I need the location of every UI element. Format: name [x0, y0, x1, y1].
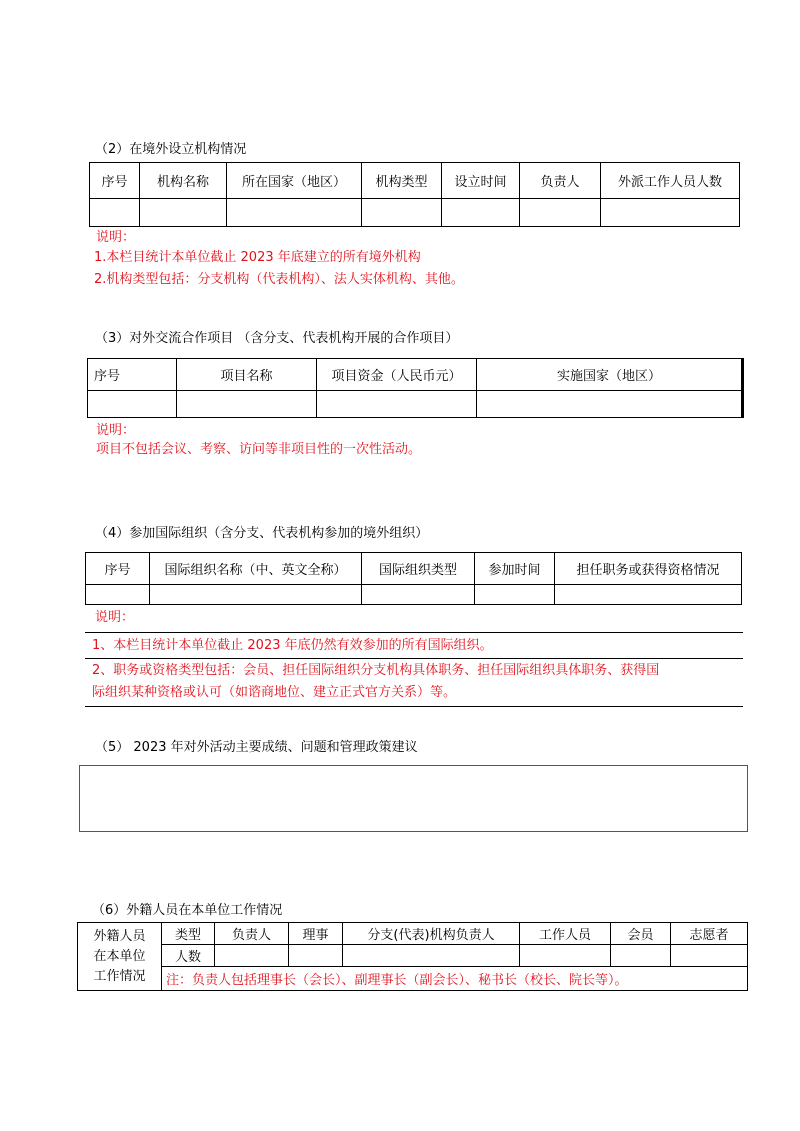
header-cell: 理事 — [289, 923, 343, 945]
input-cell[interactable] — [601, 199, 740, 227]
input-cell[interactable] — [289, 945, 343, 967]
input-cell[interactable] — [611, 945, 671, 967]
input-cell[interactable] — [86, 585, 150, 605]
header-cell: 负责人 — [520, 163, 601, 199]
input-cell[interactable] — [88, 391, 177, 418]
input-cell[interactable] — [520, 945, 611, 967]
header-cell: 机构名称 — [140, 163, 227, 199]
header-cell: 会员 — [611, 923, 671, 945]
input-cell[interactable] — [475, 585, 555, 605]
input-cell[interactable] — [177, 391, 317, 418]
divider — [85, 706, 743, 707]
input-cell[interactable] — [671, 945, 748, 967]
row-label-line: 在本单位 — [93, 948, 146, 964]
input-cell[interactable] — [362, 199, 442, 227]
cooperation-projects-table — [87, 358, 744, 418]
header-cell: 工作人员 — [520, 923, 611, 945]
header-cell: 参加时间 — [475, 553, 555, 585]
section4-heading: （4）参加国际组织（含分支、代表机构参加的境外组织） — [95, 526, 429, 541]
header-cell: 实施国家（地区） — [477, 359, 743, 391]
section5-heading: （5） 2023 年对外活动主要成绩、问题和管理政策建议 — [95, 740, 418, 755]
header-cell: 担任职务或获得资格情况 — [555, 553, 742, 585]
section4-note-title: 说明： — [95, 610, 135, 625]
input-cell[interactable] — [442, 199, 520, 227]
section2-note-1: 1.本栏目统计本单位截止 2023 年底建立的所有境外机构 — [94, 250, 421, 265]
input-cell[interactable] — [477, 391, 743, 418]
header-cell: 序号 — [90, 163, 140, 199]
row-label-line: 外籍人员 — [93, 928, 146, 944]
header-cell: 分支(代表)机构负责人 — [343, 923, 520, 945]
header-cell: 项目名称 — [177, 359, 317, 391]
input-cell[interactable] — [317, 391, 477, 418]
suggestions-textbox[interactable] — [79, 765, 748, 832]
input-cell[interactable] — [150, 585, 362, 605]
input-cell[interactable] — [520, 199, 601, 227]
section4-note-2: 2、职务或资格类型包括：会员、担任国际组织分支机构具体职务、担任国际组织具体职务、获得国 — [92, 663, 660, 678]
overseas-institutions-table — [89, 162, 740, 227]
section2-heading: （2）在境外设立机构情况 — [95, 142, 247, 157]
header-cell: 设立时间 — [442, 163, 520, 199]
section3-heading: （3）对外交流合作项目 （含分支、代表机构开展的合作项目） — [95, 331, 459, 346]
input-cell[interactable] — [140, 199, 227, 227]
input-cell[interactable] — [90, 199, 140, 227]
section6-heading: （6）外籍人员在本单位工作情况 — [92, 903, 283, 918]
section4-note-2-cont: 际组织某种资格或认可（如谘商地位、建立正式官方关系）等。 — [92, 685, 457, 700]
section2-note-2: 2.机构类型包括：分支机构（代表机构）、法人实体机构、其他。 — [94, 272, 464, 287]
section2-note-title: 说明： — [96, 230, 136, 245]
section4-note-1: 1、本栏目统计本单位截止 2023 年底仍然有效参加的所有国际组织。 — [92, 638, 493, 653]
header-cell: 机构类型 — [362, 163, 442, 199]
header-cell: 序号 — [88, 359, 177, 391]
header-cell: 序号 — [86, 553, 150, 585]
row-label — [78, 923, 162, 991]
section3-note-title: 说明： — [96, 423, 136, 438]
count-label: 人数 — [162, 945, 215, 967]
divider — [85, 632, 743, 633]
section6-note: 注：负责人包括理事长（会长）、副理事长（副会长）、秘书长（校长、院长等）。 — [162, 967, 748, 991]
input-cell[interactable] — [362, 585, 475, 605]
input-cell[interactable] — [343, 945, 520, 967]
header-cell: 负责人 — [215, 923, 289, 945]
section3-note-1: 项目不包括会议、考察、访问等非项目性的一次性活动。 — [96, 442, 422, 457]
divider — [85, 658, 743, 659]
header-cell: 外派工作人员人数 — [601, 163, 740, 199]
header-cell: 志愿者 — [671, 923, 748, 945]
foreign-staff-table — [77, 922, 748, 991]
header-cell: 所在国家（地区） — [227, 163, 362, 199]
international-orgs-table — [85, 552, 742, 605]
header-cell: 类型 — [162, 923, 215, 945]
header-cell: 项目资金（人民币元） — [317, 359, 477, 391]
input-cell[interactable] — [555, 585, 742, 605]
input-cell[interactable] — [227, 199, 362, 227]
input-cell[interactable] — [215, 945, 289, 967]
header-cell: 国际组织类型 — [362, 553, 475, 585]
row-label-line: 工作情况 — [93, 968, 146, 984]
header-cell: 国际组织名称（中、英文全称） — [150, 553, 362, 585]
